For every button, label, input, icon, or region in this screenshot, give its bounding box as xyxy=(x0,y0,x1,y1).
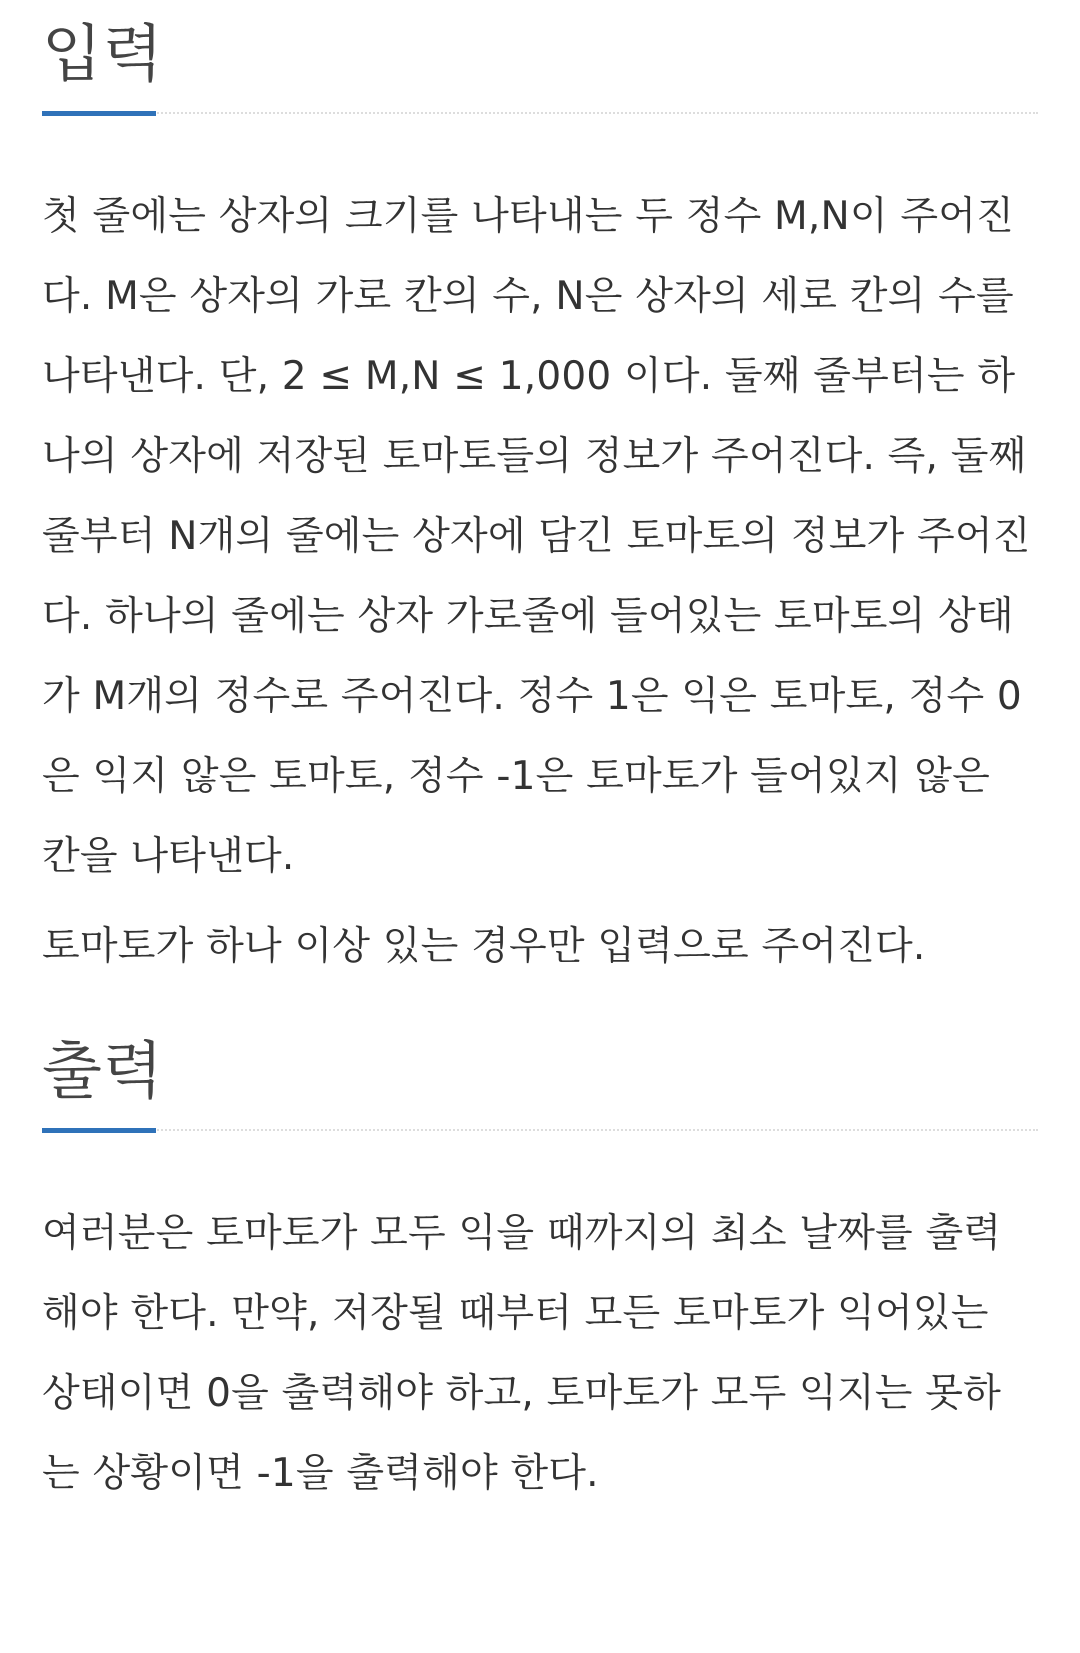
input-note-paragraph: 토마토가 하나 이상 있는 경우만 입력으로 주어진다. xyxy=(42,924,926,969)
input-section xyxy=(42,0,1038,987)
section-title-underline xyxy=(42,1128,156,1133)
problem-description xyxy=(42,0,1038,1514)
output-section-title: 출력 xyxy=(42,1034,164,1107)
section-divider xyxy=(42,1129,1038,1131)
input-section-title: 입력 xyxy=(42,17,164,90)
output-section-header xyxy=(42,1017,1038,1139)
output-description-paragraph: 여러분은 토마토가 모두 익을 때까지의 최소 날짜를 출력해야 한다. 만약, 저장될 때부터 모든 토마토가 익어있는 상태이면 0을 출력해야 하고, 토마토가 모두 익지는 못하는 상황이면 -1을 출력해야 한다. xyxy=(42,1211,1002,1496)
output-section xyxy=(42,1017,1038,1514)
section-divider xyxy=(42,112,1038,114)
input-description-paragraph: 첫 줄에는 상자의 크기를 나타내는 두 정수 M,N이 주어진다. M은 상자의 가로 칸의 수, N은 상자의 세로 칸의 수를 나타낸다. 단, 2 ≤ M,N ≤ 1,000 이다. 둘째 줄부터는 하나의 상자에 저장된 토마토들의 정보가 주어진다. 즉, 둘째 줄부터 N개의 줄에는 상자에 담긴 토마토의 정보가 주어진다. 하나의 줄에는 상자 가로줄에 들어있는 토마토의 상태가 M개의 정수로 주어진다. 정수 1은 익은 토마토, 정수 0은 익지 않은 토마토, 정수 -1은 토마토가 들어있지 않은 칸을 나타낸다. xyxy=(42,194,1031,879)
input-section-header xyxy=(42,0,1038,122)
section-title-underline xyxy=(42,111,156,116)
